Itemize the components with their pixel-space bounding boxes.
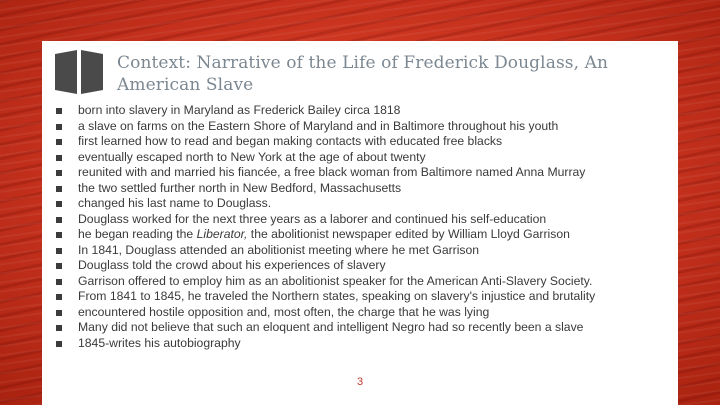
- bullet-square-icon: [56, 217, 62, 223]
- bullet-text: eventually escaped north to New York at the age of about twenty: [78, 149, 426, 164]
- bullet-item: [52, 274, 692, 290]
- bullet-item: [52, 165, 692, 181]
- bullet-text: the two settled further north in New Bedford, Massachusetts: [78, 180, 402, 195]
- bullet-item: [52, 289, 692, 305]
- bullet-item: [52, 181, 692, 197]
- newspaper-title: Liberator,: [196, 227, 248, 241]
- bullet-text: Many did not believe that such an eloquent and intelligent Negro had so recently been a slave: [78, 320, 584, 334]
- bullet-text: reunited with and married his fiancée, a free black woman from Baltimore named Anna Murray: [78, 165, 586, 179]
- bullet-square-icon: [56, 279, 62, 285]
- bullet-square-icon: [56, 263, 62, 269]
- bullet-square-icon: [56, 294, 62, 300]
- bullet-item: [52, 336, 692, 352]
- bullet-item: [52, 134, 692, 150]
- bullet-text: born into slavery in Maryland as Frederick Bailey circa 1818: [78, 103, 401, 117]
- bullet-text: the abolitionist newspaper edited by William Lloyd Garrison: [247, 227, 570, 241]
- bullet-item: [52, 320, 692, 336]
- bullet-item: [52, 243, 692, 259]
- bullet-text: first learned how to read and began making contacts with educated free blacks: [78, 134, 503, 148]
- bullet-text: In 1841, Douglass attended an abolitionist meeting where he met Garrison: [78, 242, 480, 257]
- bullet-text: he began reading the: [78, 227, 197, 241]
- bullet-text: Douglass worked for the next three years as a laborer and continued his self-education: [78, 211, 547, 226]
- slide-title: Context: Narrative of the Life of Frederick Douglass, An American Slave: [117, 53, 609, 95]
- bullet-square-icon: [56, 310, 62, 316]
- bullet-text: 1845-writes his autobiography: [78, 335, 241, 350]
- book-emblem-icon: [55, 50, 103, 94]
- bullet-square-icon: [56, 325, 62, 331]
- bullet-item: [52, 119, 692, 135]
- bullet-item: [52, 196, 692, 212]
- bullet-square-icon: [56, 248, 62, 254]
- bullet-text: Douglass told the crowd about his experiences of slavery: [78, 258, 386, 272]
- bullet-item: [52, 103, 692, 119]
- bullet-square-icon: [56, 186, 62, 192]
- bullet-square-icon: [56, 170, 62, 176]
- bullet-square-icon: [56, 232, 62, 238]
- bullet-item: [52, 258, 692, 274]
- bullet-item: [52, 150, 692, 166]
- bullet-item: [52, 227, 692, 243]
- bullet-square-icon: [56, 201, 62, 207]
- bullet-text: changed his last name to Douglass.: [78, 196, 272, 210]
- bullet-text: a slave on farms on the Eastern Shore of Maryland and in Baltimore throughout his youth: [78, 118, 559, 133]
- bullet-list: [52, 103, 692, 351]
- bullet-text: From 1841 to 1845, he traveled the Northern states, speaking on slavery's injustice and brutality: [78, 289, 596, 303]
- bullet-text: Garrison offered to employ him as an abolitionist speaker for the American Anti-Slavery Society.: [78, 273, 593, 288]
- bullet-square-icon: [56, 139, 62, 145]
- page-number: 3: [356, 376, 364, 388]
- bullet-square-icon: [56, 108, 62, 114]
- bullet-text: encountered hostile opposition and, most often, the charge that he was lying: [78, 304, 490, 319]
- bullet-item: [52, 212, 692, 228]
- bullet-square-icon: [56, 124, 62, 130]
- bullet-square-icon: [56, 155, 62, 161]
- bullet-item: [52, 305, 692, 321]
- bullet-square-icon: [56, 341, 62, 347]
